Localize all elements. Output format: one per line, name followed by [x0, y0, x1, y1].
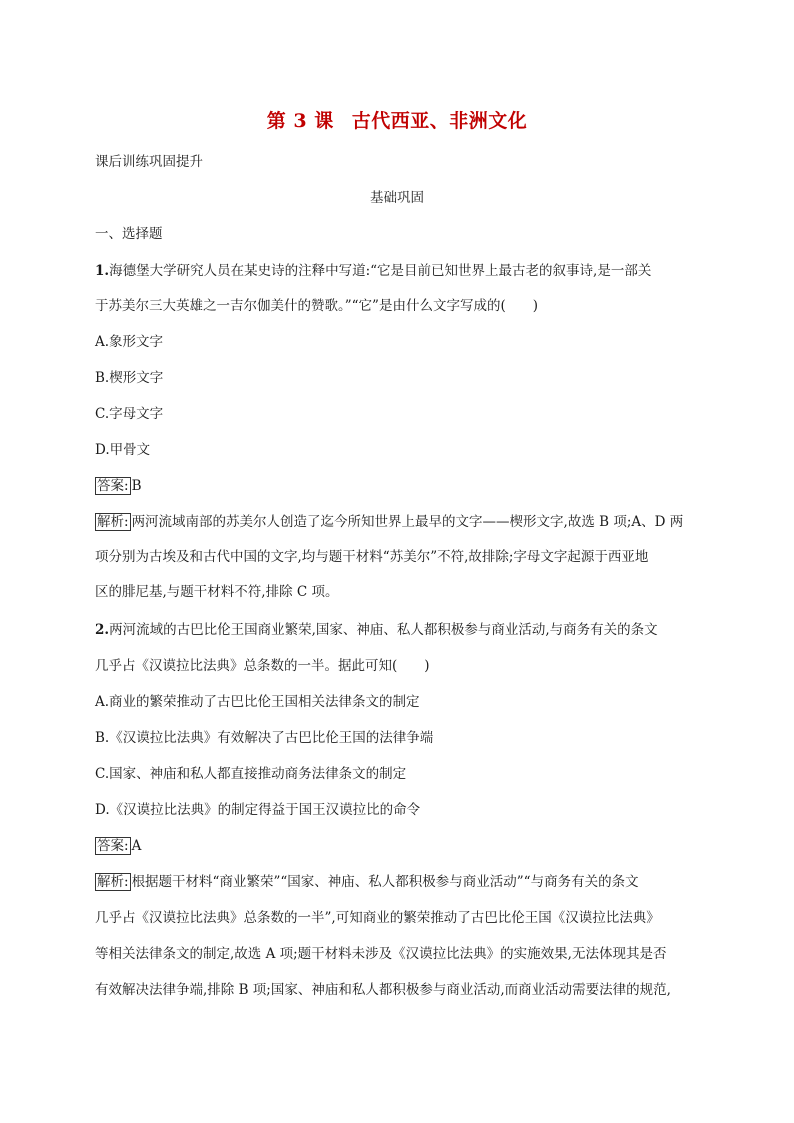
question-2-analysis-line-1: 解析: 根据题干材料“商业繁荣”“国家、神庙、私人都积极参与商业活动”“与商务有关的条文 [97, 874, 639, 890]
lesson-title [0, 106, 794, 133]
answer-label: 答案: [97, 838, 129, 854]
question-2-number: 2. [95, 622, 110, 638]
question-1-number: 1. [95, 263, 110, 279]
subtitle: 课后训练巩固提升 [95, 154, 203, 170]
question-1-option-b: B.楔形文字 [95, 370, 164, 386]
question-2-option-b: B.《汉谟拉比法典》有效解决了古巴比伦王国的法律争端 [95, 730, 434, 746]
question-2-stem-line-2: 几乎占《汉谟拉比法典》总条数的一半。据此可知( ) [95, 658, 430, 674]
lesson-name: 古代西亚、非洲文化 [351, 110, 528, 132]
analysis-label: 解析: [97, 514, 129, 530]
answer-label: 答案: [97, 478, 129, 494]
question-1-stem-line-1: 1.海德堡大学研究人员在某史诗的注释中写道:“它是目前已知世界上最古老的叙事诗,是一部关 [95, 263, 652, 279]
answer-value: B [131, 478, 142, 494]
section-heading: 基础巩固 [370, 190, 424, 206]
question-1-answer [95, 477, 141, 495]
question-1-option-a: A.象形文字 [95, 334, 164, 350]
question-1-option-c: C.字母文字 [95, 406, 164, 422]
question-2-stem-line-1: 2.两河流域的古巴比伦王国商业繁荣,国家、神庙、私人都积极参与商业活动,与商务有关的条文 [95, 622, 658, 638]
question-2-answer [95, 837, 141, 855]
question-2-option-a: A.商业的繁荣推动了古巴比伦王国相关法律条文的制定 [95, 694, 420, 710]
question-1-analysis-line-3: 区的腓尼基,与题干材料不符,排除 C 项。 [95, 584, 339, 600]
question-1-stem-line-2: 于苏美尔三大英雄之一吉尔伽美什的赞歌。”“它”是由什么文字写成的( ) [95, 298, 538, 314]
answer-value: A [131, 838, 142, 854]
question-1-analysis-line-1: 解析: 两河流域南部的苏美尔人创造了迄今所知世界上最早的文字——楔形文字,故选 B 项;A、D 两 [97, 514, 684, 530]
question-2-analysis-line-3: 等相关法律条文的制定,故选 A 项;题干材料未涉及《汉谟拉比法典》的实施效果,无法体现其是否 [95, 946, 667, 962]
question-1-option-d: D.甲骨文 [95, 442, 151, 458]
lesson-number: 第 3 课 [266, 110, 334, 132]
question-2-option-d: D.《汉谟拉比法典》的制定得益于国王汉谟拉比的命令 [95, 802, 421, 818]
question-1-analysis-line-2: 项分别为古埃及和古代中国的文字,均与题干材料“苏美尔”不符,故排除;字母文字起源于西亚地 [95, 549, 649, 565]
analysis-label: 解析: [97, 874, 129, 890]
question-2-option-c: C.国家、神庙和私人都直接推动商务法律条文的制定 [95, 766, 407, 782]
part-heading: 一、选择题 [95, 226, 163, 242]
question-2-analysis-line-4: 有效解决法律争端,排除 B 项;国家、神庙和私人都积极参与商业活动,而商业活动需要法律的规范, [95, 982, 671, 998]
question-2-analysis-line-2: 几乎占《汉谟拉比法典》总条数的一半”,可知商业的繁荣推动了古巴比伦王国《汉谟拉比法典》 [95, 910, 660, 926]
